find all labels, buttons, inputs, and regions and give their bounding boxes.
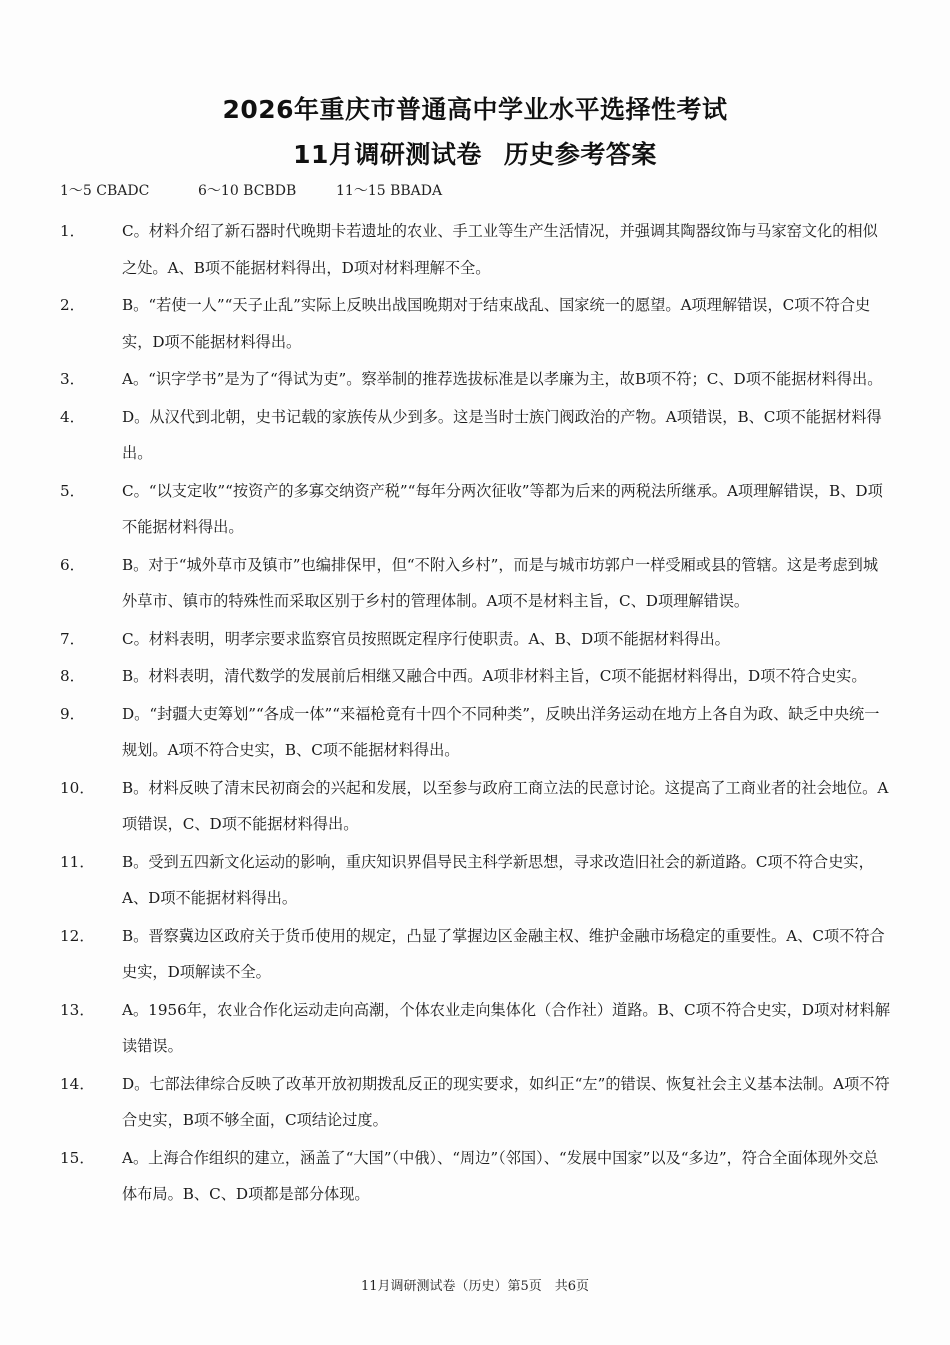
- item-text: A。“识字学书”是为了“得试为吏”。察举制的推荐选拔标准是以孝廉为主，故B项不符；C、D项不能据材料得出。: [122, 370, 883, 388]
- item-text: D。“封疆大吏筹划”“各成一体”“来福枪竟有十四个不同种类”，反映出洋务运动在地方上各自为政、缺乏中央统一规划。A项不符合史实，B、C项不能据材料得出。: [122, 704, 880, 759]
- page-title-subject: 历史参考答案: [503, 140, 657, 169]
- item-text: C。“以支定收”“按资产的多寡交纳资产税”“每年分两次征收”等都为后来的两税法所继承。A项理解错误，B、D项不能据材料得出。: [122, 481, 883, 536]
- page-title-line1: 2026年重庆市普通高中学业水平选择性考试: [222, 95, 728, 124]
- item-text: B。晋察冀边区政府关于货币使用的规定，凸显了掌握边区金融主权、维护金融市场稳定的重要性。A、C项不符合史实，D项解读不全。: [122, 926, 885, 981]
- item-number: 3．: [60, 370, 85, 388]
- item-number: 4．: [60, 407, 85, 426]
- item-number: 5．: [60, 481, 85, 500]
- item-number: 12．: [60, 926, 95, 945]
- answer-item: [60, 844, 890, 917]
- item-number: 9．: [60, 704, 85, 723]
- item-text: A。1956年，农业合作化运动走向高潮，个体农业走向集体化（合作社）道路。B、C项不符合史实，D项对材料解读错误。: [122, 1000, 891, 1055]
- item-text: D。七部法律综合反映了改革开放初期拨乱反正的现实要求，如纠正“左”的错误、恢复社会主义基本法制。A项不符合史实，B项不够全面，C项结论过度。: [122, 1074, 890, 1129]
- item-number: 8．: [60, 667, 85, 685]
- answer-item: [60, 1066, 890, 1139]
- answer-item: [60, 547, 890, 620]
- item-text: B。材料反映了清末民初商会的兴起和发展，以至参与政府工商立法的民意讨论。这提高了工商业者的社会地位。A项错误，C、D项不能据材料得出。: [122, 778, 889, 833]
- item-text: B。受到五四新文化运动的影响，重庆知识界倡导民主科学新思想，寻求改造旧社会的新道路。C项不符合史实，A、D项不能据材料得出。: [122, 852, 874, 907]
- item-number: 14．: [60, 1074, 95, 1093]
- item-text: B。材料表明，清代数学的发展前后相继又融合中西。A项非材料主旨，C项不能据材料得出，D项不符合史实。: [122, 667, 867, 685]
- item-text: B。“若使一人”“天子止乱”实际上反映出战国晚期对于结束战乱、国家统一的愿望。A项理解错误，C项不符合史实，D项不能据材料得出。: [122, 296, 871, 351]
- item-number: 1．: [60, 222, 85, 240]
- item-text: D。从汉代到北朝，史书记载的家族传从少到多。这是当时士族门阀政治的产物。A项错误，B、C项不能据材料得出。: [122, 407, 882, 462]
- item-number: 10．: [60, 778, 95, 797]
- item-text: A。上海合作组织的建立，涵盖了“大国”（中俄）、“周边”（邻国）、“发展中国家”以及“多边”，符合全面体现外交总体布局。B、C、D项都是部分体现。: [122, 1148, 879, 1203]
- answer-item: [60, 287, 890, 360]
- item-text: C。材料介绍了新石器时代晚期卡若遗址的农业、手工业等生产生活情况，并强调其陶器纹饰与马家窑文化的相似之处。A、B项不能据材料得出，D项对材料理解不全。: [122, 222, 878, 277]
- item-text: B。对于“城外草市及镇市”也编排保甲，但“不附入乡村”，而是与城市坊郭户一样受厢或县的管辖。这是考虑到城外草市、镇市的特殊性而采取区别于乡村的管理体制。A项不是材料主旨，C、D项理解错误。: [122, 555, 879, 610]
- item-number: 11．: [60, 852, 95, 871]
- answer-item: [60, 399, 890, 472]
- answer-item: [60, 621, 890, 658]
- answer-key-group: 11～15 BBADA: [336, 183, 443, 199]
- page-footer: 11月调研测试卷（历史）第5页 共6页: [360, 1279, 590, 1294]
- item-number: 13．: [60, 1000, 95, 1019]
- item-number: 15．: [60, 1148, 95, 1167]
- answer-key-group: 6～10 BCBDB: [198, 183, 297, 199]
- answer-item: [60, 918, 890, 991]
- answer-item: [60, 992, 890, 1065]
- answer-key-group: 1～5 CBADC: [60, 183, 150, 199]
- item-number: 6．: [60, 555, 85, 574]
- answer-item: [60, 770, 890, 843]
- answer-item: [60, 473, 890, 546]
- page-title-exam-name: 11月调研测试卷: [293, 140, 482, 169]
- item-number: 2．: [60, 296, 85, 314]
- answer-item: [60, 696, 890, 769]
- item-text: C。材料表明，明孝宗要求监察官员按照既定程序行使职责。A、B、D项不能据材料得出。: [122, 629, 730, 648]
- page-title-line2: [0, 135, 950, 171]
- answer-item: [60, 1140, 890, 1213]
- item-number: 7．: [60, 629, 85, 648]
- answer-key-row: [60, 180, 442, 200]
- answer-item: [60, 658, 890, 695]
- answer-item: [60, 213, 890, 286]
- answer-item: [60, 361, 890, 398]
- answer-explanation-list: [60, 213, 890, 1214]
